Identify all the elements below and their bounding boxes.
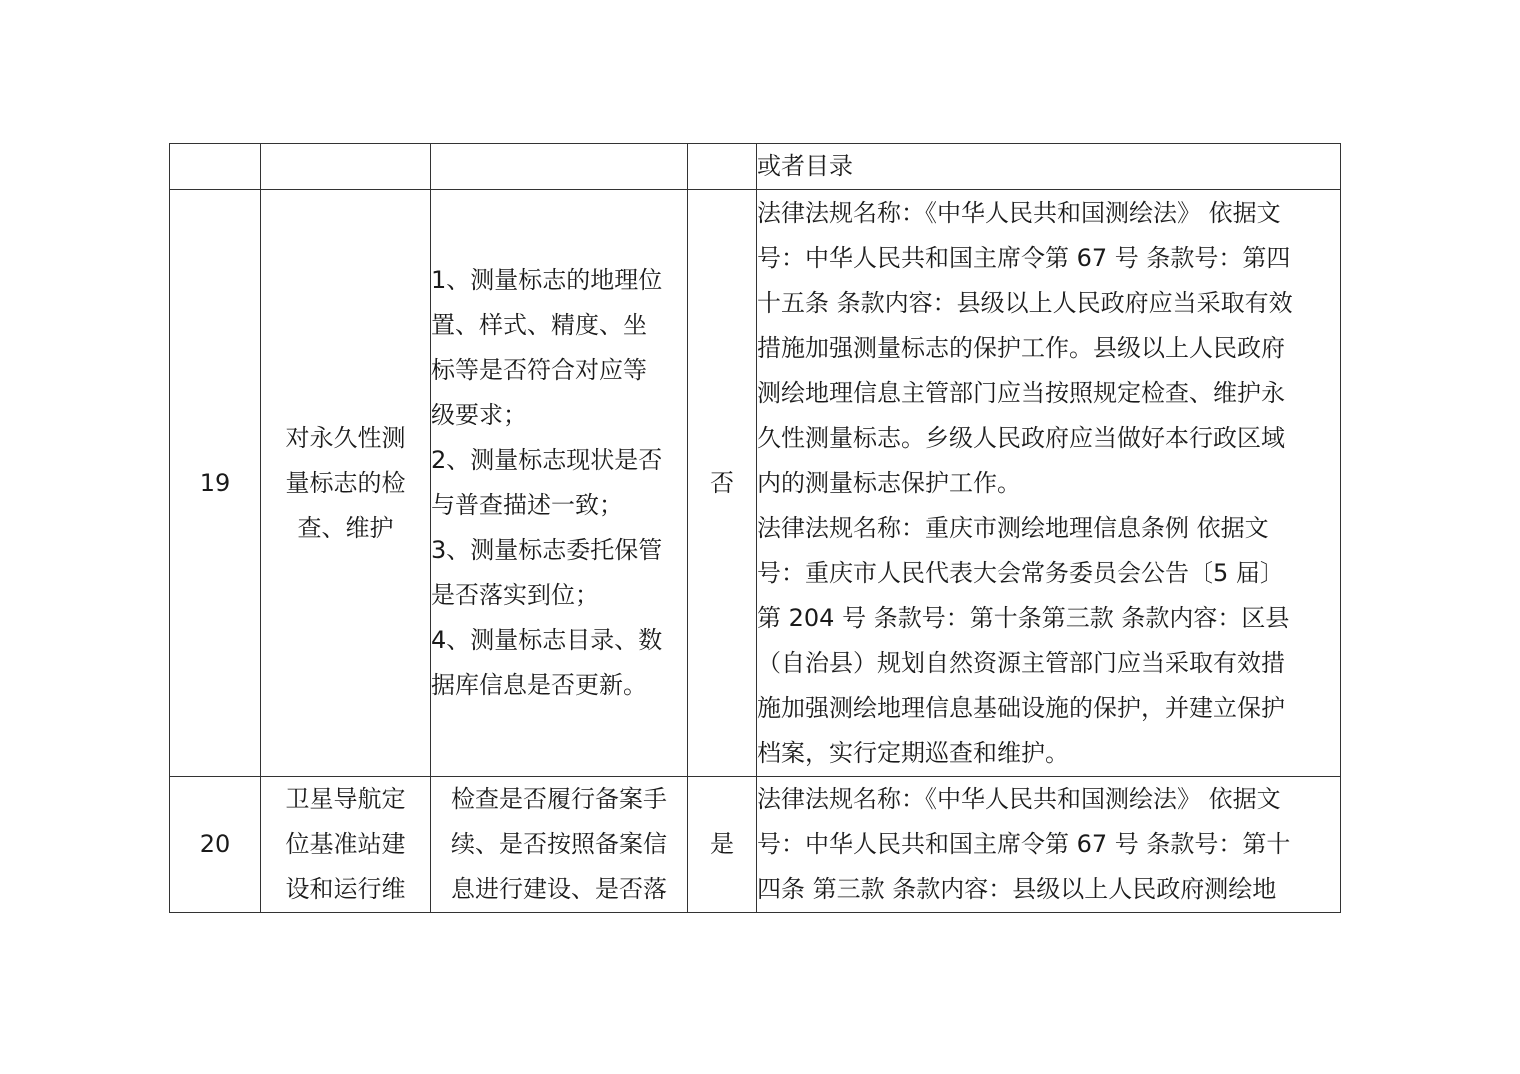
basis-line: 四条 第三款 条款内容：县级以上人民政府测绘地 [757, 875, 1277, 903]
basis-line: 号：中华人民共和国主席令第 67 号 条款号：第四 [757, 243, 1291, 272]
content-line: 3、测量标志委托保管 [431, 536, 663, 564]
item-line: 对永久性测 [285, 423, 406, 452]
basis-line: 法律法规名称：《中华人民共和国测绘法》 依据文 [757, 198, 1281, 227]
item-line: 查、维护 [297, 513, 394, 542]
table-row-19 [170, 190, 1341, 777]
flag-cell [688, 777, 757, 913]
basis-line: 第 204 号 条款号：第十条第三款 条款内容：区县 [757, 603, 1290, 632]
content-line: 置、样式、精度、坐 [431, 311, 647, 339]
content-line: 续、是否按照备案信 [451, 830, 667, 858]
content-line: 标等是否符合对应等 [431, 356, 647, 384]
content-cell [431, 144, 688, 190]
content-line: 级要求； [431, 401, 527, 429]
basis-line: 号：重庆市人民代表大会常务委员会公告〔5 届〕 [757, 558, 1284, 587]
row-number: 20 [199, 830, 231, 858]
table-row-continued [170, 144, 1341, 190]
regulation-table [169, 143, 1341, 913]
content-cell [431, 777, 688, 913]
item-line: 设和运行维 [285, 875, 406, 903]
content-line: 检查是否履行备案手 [451, 785, 667, 813]
table-row-20 [170, 777, 1341, 913]
basis-cell [757, 144, 1341, 190]
basis-line: （自治县）规划自然资源主管部门应当采取有效措 [757, 648, 1285, 677]
item-line: 卫星导航定 [285, 785, 406, 813]
row-number: 19 [199, 468, 231, 497]
basis-line: 内的测量标志保护工作。 [757, 468, 1021, 497]
item-cell [261, 144, 431, 190]
basis-cell [757, 777, 1341, 913]
flag-cell [688, 144, 757, 190]
row-number-cell [170, 190, 261, 777]
flag-value: 是 [710, 830, 734, 858]
item-cell [261, 190, 431, 777]
basis-line: 法律法规名称：重庆市测绘地理信息条例 依据文 [757, 513, 1269, 542]
basis-line: 档案，实行定期巡查和维护。 [757, 738, 1069, 767]
row-number-cell [170, 144, 261, 190]
basis-line: 法律法规名称：《中华人民共和国测绘法》 依据文 [757, 785, 1281, 813]
content-line: 2、测量标志现状是否 [431, 446, 663, 474]
basis-line: 久性测量标志。乡级人民政府应当做好本行政区域 [757, 423, 1285, 452]
flag-value: 否 [710, 468, 734, 497]
basis-line: 测绘地理信息主管部门应当按照规定检查、维护永 [757, 378, 1285, 407]
flag-cell [688, 190, 757, 777]
basis-line: 或者目录 [757, 152, 853, 180]
basis-cell [757, 190, 1341, 777]
content-line: 息进行建设、是否落 [451, 875, 667, 903]
item-line: 位基准站建 [285, 830, 406, 858]
content-line: 是否落实到位； [431, 581, 599, 609]
item-line: 量标志的检 [285, 468, 406, 497]
item-cell [261, 777, 431, 913]
basis-line: 号：中华人民共和国主席令第 67 号 条款号：第十 [757, 830, 1291, 858]
content-cell [431, 190, 688, 777]
basis-line: 施加强测绘地理信息基础设施的保护，并建立保护 [757, 693, 1285, 722]
content-line: 据库信息是否更新。 [431, 671, 647, 699]
basis-line: 十五条 条款内容：县级以上人民政府应当采取有效 [757, 288, 1293, 317]
content-line: 与普查描述一致； [431, 491, 623, 519]
basis-line: 措施加强测量标志的保护工作。县级以上人民政府 [757, 333, 1285, 362]
content-line: 1、测量标志的地理位 [431, 266, 663, 294]
row-number-cell [170, 777, 261, 913]
content-line: 4、测量标志目录、数 [431, 626, 663, 654]
